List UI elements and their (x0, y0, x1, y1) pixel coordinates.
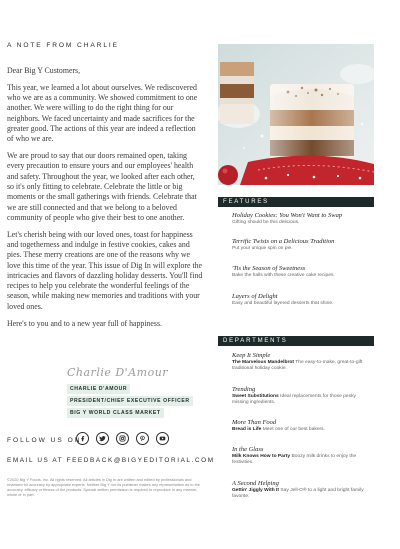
feature-item[interactable] (232, 212, 372, 226)
department-article: The Marvelous Mandelbrot (232, 360, 294, 365)
letter-paragraph-1: This year, we learned a lot about ourselves. We rediscovered who we are as a community. We showed commitment to one another. We were willing to do the right thing for our neighbors. We faced uncertainty and made sacrifices for the greater good. The actions of this year are indeed a reflection of who we are. (7, 82, 198, 144)
twitter-icon[interactable] (96, 432, 109, 445)
feature-title: Layers of Delight (232, 293, 278, 300)
dessert-photo (218, 44, 374, 185)
department-desc: Sweet Substitutions Ideal replacements for those pesky missing ingredients. (232, 394, 356, 405)
feature-title: 'Tis the Season of Sweetness (232, 265, 306, 272)
pinterest-icon[interactable] (136, 432, 149, 445)
department-title: Keep It Simple (232, 352, 271, 359)
editor-letter (7, 66, 203, 335)
department-article: Sweet Substitutions (232, 394, 279, 399)
section-eyebrow: A NOTE FROM CHARLIE (7, 42, 119, 49)
department-item[interactable] (232, 446, 372, 466)
instagram-icon[interactable] (116, 432, 129, 445)
letter-greeting: Dear Big Y Customers, (7, 66, 81, 75)
dessert-illustration (218, 44, 374, 185)
department-article: Gettin' Jiggly With It (232, 488, 280, 493)
department-desc: Bread is Life Meet one of our best bakers. (232, 427, 325, 432)
follow-label: FOLLOW US ON (7, 437, 82, 444)
feature-desc: Easy and beautiful layered desserts that shine. (232, 301, 334, 306)
department-desc: Milk Knows How to Party Boozy milk drinks to enjoy the festivities. (232, 454, 357, 465)
department-title: A Second Helping (232, 480, 279, 487)
letter-paragraph-2: We are proud to say that our doors remained open, taking every precaution to ensure yours and our employees' health and safety. Throughout the year, we looked after each other, so it's only fitting to celebrate. Celebrate the little or big moments or the small gatherings with friends. Celebrate that we are still connected and that we belong to a beloved community of people who give their best to one another. (7, 151, 197, 222)
signer-name-tag: CHARLIE D'AMOUR (67, 384, 130, 394)
letter-paragraph-3: Let's cherish being with our loved ones, toast for happiness and togetherness and indulge in festive cookies, cakes and pies. These merry creations are one of the reasons why we love this time of the year. This issue of Dig In will explore the intricacies and flavors of dazzling holiday desserts. You'll find recipes to help you celebrate the wonderful feelings of the season, while making new memories and traditions with your loved ones. (7, 229, 203, 311)
department-title: In the Glass (232, 446, 264, 453)
feature-item[interactable] (232, 293, 372, 307)
feature-title: Holiday Cookies: You Won't Want to Swap (232, 212, 343, 219)
feature-desc: Put your unique spin on pie. (232, 246, 293, 251)
facebook-icon[interactable] (76, 432, 89, 445)
departments-heading: DEPARTMENTS (218, 336, 374, 346)
feature-item[interactable] (232, 238, 372, 252)
signer-company-tag: BIG Y WORLD CLASS MARKET (67, 408, 164, 418)
department-item[interactable] (232, 386, 372, 406)
feature-desc: Gifting should be this delicious. (232, 220, 300, 225)
feature-item[interactable] (232, 265, 372, 279)
department-desc: The Marvelous Mandelbrot The easy-to-make, great-to-gift traditional holiday cookie. (232, 360, 363, 371)
department-article: Milk Knows How to Party (232, 454, 291, 459)
letter-closing: Here's to you and to a new year full of happiness. (7, 318, 162, 328)
department-article: Bread is Life (232, 427, 262, 432)
feature-desc: Bake the halls with these creative cake recipes. (232, 273, 335, 278)
department-title: More Than Food (232, 419, 277, 426)
department-title: Trending (232, 386, 256, 393)
contact-email: EMAIL US AT FEEDBACK@BIGYEDITORIAL.COM (7, 457, 215, 464)
department-item[interactable] (232, 352, 372, 372)
features-heading: FEATURES (218, 197, 374, 207)
department-item[interactable] (232, 480, 372, 500)
handwritten-signature: Charlie D'Amour (67, 366, 169, 379)
signer-title-tag: PRESIDENT/CHIEF EXECUTIVE OFFICER (67, 396, 193, 406)
copyright-notice: ©2020 Big Y Foods, Inc. All rights reserved. All articles in Dig In are written and edited by professionals and reviewed for accuracy by appropriate experts. Neither Big Y nor its publisher makes any representation as to the accuracy, efficacy or fitness of the products. Special written permission is required to reproduce in any manner, whole or in part. (7, 477, 200, 497)
department-desc: Gettin' Jiggly With It Say Jell-O® to a light and bright family favorite. (232, 488, 364, 499)
department-item[interactable] (232, 419, 372, 433)
feature-title: Terrific Twists on a Delicious Tradition (232, 238, 335, 245)
youtube-icon[interactable] (156, 432, 169, 445)
